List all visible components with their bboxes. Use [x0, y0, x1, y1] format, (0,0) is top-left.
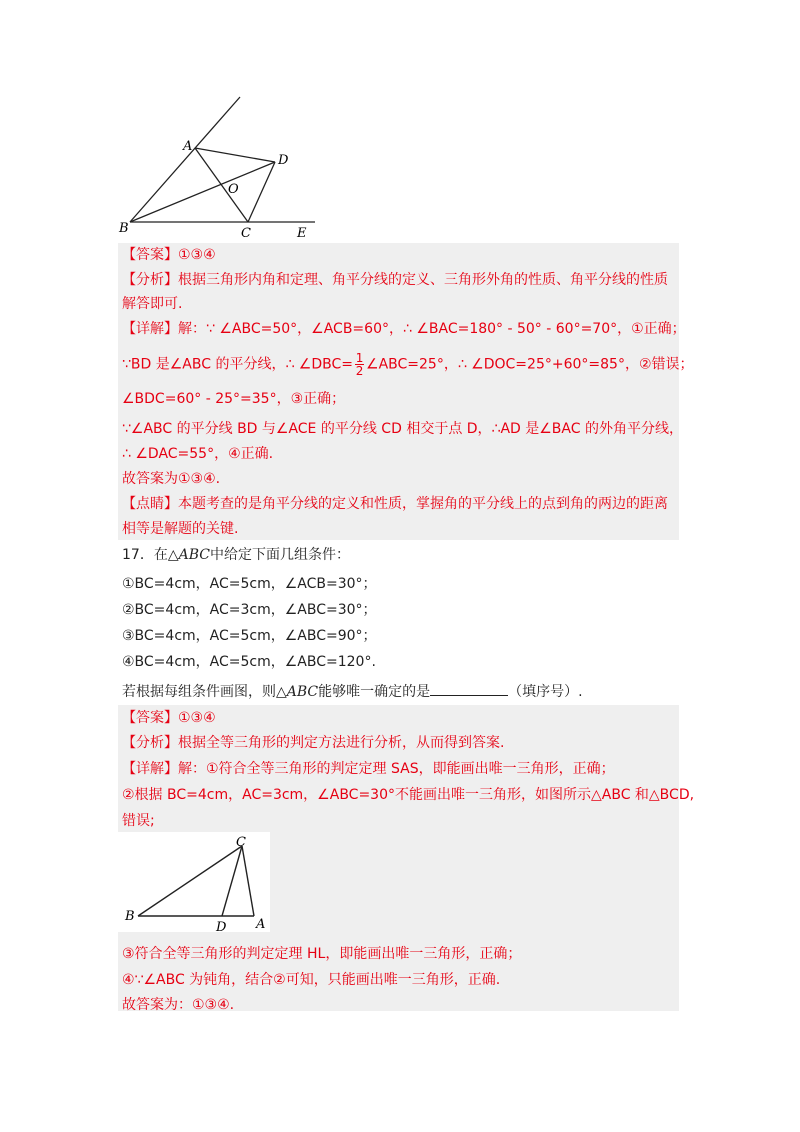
analysis-tag-2: 【分析】 [122, 735, 178, 751]
detail-line-2b: ∠ABC=25°，∴ ∠DOC=25°+60°=85°，②错误； [366, 356, 694, 373]
segment-ac [195, 148, 248, 222]
detail-b-line-3: 错误; [122, 813, 155, 829]
answer-tag-2: 【答案】 [122, 710, 178, 726]
label-d-2: D [216, 920, 227, 932]
detail-b-line-1 [122, 760, 615, 778]
detail-line-3: ∠BDC=60° - 25°=35°，③正确； [122, 391, 346, 407]
condition-2: ②BC=4cm，AC=3cm，∠ABC=30°； [122, 602, 377, 618]
conclusion-line-2: 故答案为：①③④. [122, 997, 235, 1013]
ask-prefix: 若根据每组条件画图，则 [122, 684, 276, 700]
analysis-text: 根据三角形内角和定理、角平分线的定义、三角形外角的性质、角平分线的性质 [178, 272, 668, 288]
triangle-symbol: △ABC [167, 547, 210, 563]
detail-tag: 【详解】 [122, 321, 178, 337]
geometry-figure-2 [118, 832, 270, 932]
segment-bd [130, 162, 275, 222]
answer-line-2 [122, 709, 216, 727]
geometry-figure-1 [115, 92, 325, 242]
line-ba-ray [130, 97, 240, 222]
segment-ad [195, 148, 275, 162]
answer-value: ①③④ [178, 247, 216, 263]
condition-3: ③BC=4cm，AC=5cm，∠ABC=90°； [122, 628, 377, 644]
answer-value-2: ①③④ [178, 710, 216, 726]
question-ask [122, 681, 583, 701]
analysis-line-2: 解答即可. [122, 296, 183, 312]
segment-cd-2 [222, 846, 242, 916]
label-c: C [241, 226, 251, 241]
detail-line-2a: ∵BD 是∠ABC 的平分线，∴ ∠DBC= [122, 356, 354, 373]
segment-bc [138, 846, 242, 916]
ask-triangle: △ABC [276, 684, 319, 700]
detail-text: 解：∵ ∠ABC=50°，∠ACB=60°，∴ ∠BAC=180° - 50° - 60°=70°，①正确； [178, 321, 686, 337]
label-b: B [119, 221, 129, 236]
analysis-line-b [122, 734, 504, 752]
detail-line-1 [122, 320, 686, 338]
answer-tag: 【答案】 [122, 247, 178, 263]
detail-b-line-4: ③符合全等三角形的判定定理 HL，即能画出唯一三角形，正确； [122, 946, 522, 962]
condition-4: ④BC=4cm，AC=5cm，∠ABC=120°. [122, 654, 376, 670]
detail-tag-2: 【详解】 [122, 761, 178, 777]
label-o: O [228, 182, 239, 197]
label-b-2: B [125, 909, 135, 924]
label-a-2: A [256, 917, 266, 932]
segment-ca [242, 846, 254, 916]
label-c-2: C [236, 835, 246, 850]
ask-mid: 能够唯一确定的是 [318, 684, 431, 700]
detail-b-line-2: ②根据 BC=4cm，AC=3cm，∠ABC=30°不能画出唯一三角形，如图所示△ABC 和△BCD, [122, 787, 695, 803]
detail-b-text-1: 解：①符合全等三角形的判定定理 SAS，即能画出唯一三角形，正确； [178, 761, 615, 777]
label-e: E [297, 226, 307, 241]
comment-tag: 【点睛】 [122, 496, 178, 512]
answer-line-1 [122, 246, 216, 264]
detail-line-5: ∴ ∠DAC=55°，④正确. [122, 446, 274, 462]
fraction-one-half [355, 352, 364, 377]
comment-line-2: 相等是解题的关键. [122, 521, 239, 537]
analysis-text-2: 根据全等三角形的判定方法进行分析，从而得到答案. [178, 735, 505, 751]
detail-line-2 [122, 352, 694, 377]
analysis-line-1 [122, 271, 668, 289]
comment-line-1 [122, 495, 668, 513]
question-suffix: 中给定下面几组条件： [209, 547, 350, 563]
label-a: A [183, 139, 193, 154]
condition-1: ①BC=4cm，AC=5cm，∠ACB=30°； [122, 576, 377, 592]
fraction-denominator: 2 [355, 364, 364, 378]
detail-b-line-5: ④∵∠ABC 为钝角，结合②可知，只能画出唯一三角形，正确. [122, 972, 501, 988]
fraction-numerator: 1 [355, 351, 364, 365]
ask-suffix: （填序号）. [508, 684, 583, 700]
question-stem [122, 546, 350, 564]
comment-text: 本题考查的是角平分线的定义和性质，掌握角的平分线上的点到角的两边的距离 [178, 496, 668, 512]
analysis-tag: 【分析】 [122, 272, 178, 288]
answer-blank[interactable] [430, 681, 508, 696]
question-prefix: 17．在 [122, 547, 168, 563]
detail-line-4: ∵∠ABC 的平分线 BD 与∠ACE 的平分线 CD 相交于点 D，∴AD 是∠BAC 的外角平分线， [122, 421, 683, 437]
label-d: D [278, 153, 289, 168]
conclusion-line-1: 故答案为①③④. [122, 471, 221, 487]
